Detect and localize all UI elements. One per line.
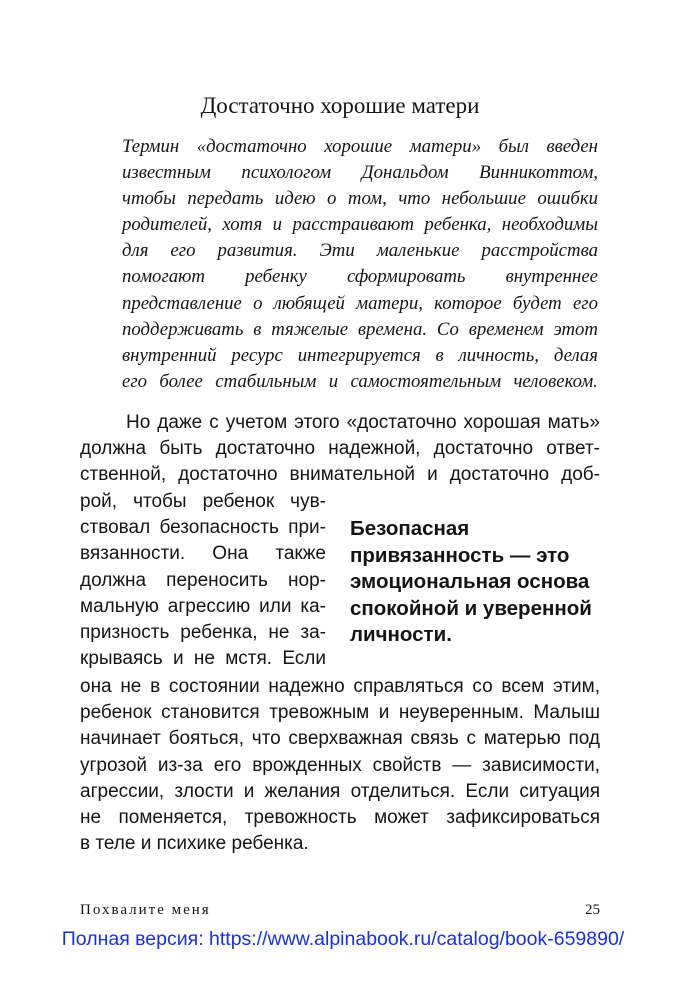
pull-quote-line: Безопасная	[350, 517, 470, 540]
sidebar-line: Термин «достаточно хорошие матери» был введен	[122, 136, 598, 157]
body-line: не поменяется, тревожность может зафиксироваться	[80, 807, 600, 829]
sidebar-line: помогают ребенку сформировать внутреннее	[122, 266, 598, 288]
body-line: рой, чтобы ребенок чув-	[80, 491, 326, 512]
sidebar-line: поддерживать в тяжелые времена. Со временем этот	[122, 318, 598, 340]
body-paragraph-narrow	[80, 489, 326, 672]
body-line: крываясь и не мстя. Если	[80, 648, 326, 670]
running-title: Похвалите меня	[80, 902, 211, 918]
sidebar-line: для его развития. Эти маленькие расстройства	[122, 240, 598, 262]
body-line: в теле и психике ребенка.	[80, 833, 309, 855]
body-line: мальную агрессию или ка-	[80, 595, 326, 617]
body-line: она не в состоянии надежно справляться со всем этим,	[80, 676, 600, 697]
sidebar-line: родителей, хотя и расстраивают ребенка, необходимы	[122, 214, 598, 236]
pull-quote-line: эмоциональная основа	[350, 570, 590, 593]
page-number: 25	[585, 902, 600, 918]
body-line: агрессии, злости и желания отделиться. Если ситуация	[80, 780, 600, 802]
body-paragraph-bottom	[80, 674, 600, 857]
body-line: угрозой из-за его врожденных свойств — зависимости,	[80, 754, 600, 776]
body-line: должна быть достаточно надежной, достаточно ответ-	[80, 438, 600, 460]
body-line: должна переносить нор-	[80, 569, 326, 591]
body-line: призность ребенка, не за-	[80, 622, 326, 644]
body-line: ствовал безопасность при-	[80, 517, 326, 539]
sidebar-line: внутренний ресурс интегрируется в личность, делая	[122, 344, 598, 366]
body-line: ребенок становится тревожным и неуверенным. Малыш	[80, 702, 600, 724]
sidebar-line: представление о любящей матери, которое будет его	[122, 292, 598, 314]
pull-quote-line: спокойной и уверенной	[350, 596, 592, 620]
sidebar-line: чтобы передать идею о том, что небольшие ошибки	[122, 188, 598, 210]
pull-quote-line: привязанность — это	[350, 543, 570, 567]
body-line: Но даже с учетом этого «достаточно хорошая мать»	[126, 412, 600, 433]
sidebar-line: известным психологом Дональдом Винникоттом,	[122, 162, 598, 184]
body-line: вязанности. Она также	[80, 543, 326, 565]
sidebar-title: Достаточно хорошие матери	[200, 93, 480, 118]
body-line: начинает бояться, что сверхважная связь с матерью под	[80, 728, 600, 750]
body-line: ственной, достаточно внимательной и достаточно доб-	[80, 464, 600, 486]
body-paragraph-top	[80, 410, 600, 489]
pull-quote-line: личности.	[350, 623, 452, 646]
pull-quote	[350, 516, 602, 649]
sidebar-line: его более стабильным и самостоятельным человеком.	[122, 370, 598, 392]
sidebar-box	[122, 134, 598, 395]
full-version-link[interactable]: Полная версия: https://www.alpinabook.ru/catalog/book-659890/	[61, 928, 625, 950]
